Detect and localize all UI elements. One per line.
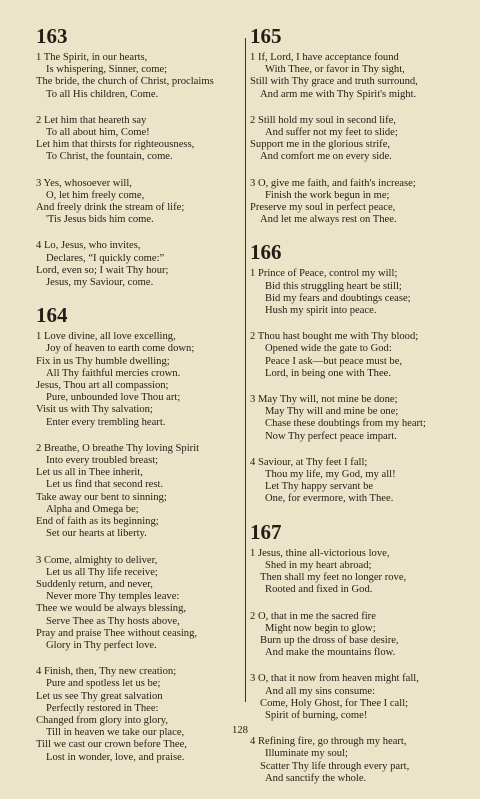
verse-line: 1 The Spirit, in our hearts, bbox=[36, 52, 148, 63]
hymn-165 bbox=[250, 24, 464, 226]
verse bbox=[250, 394, 464, 443]
verse-line: Let us all Thy life receive; bbox=[46, 566, 158, 578]
verse-line: All Thy faithful mercies crown. bbox=[46, 367, 181, 379]
verse-line: Come, Holy Ghost, for Thee I call; bbox=[260, 697, 409, 709]
verse-line: 3 Come, almighty to deliver, bbox=[36, 554, 158, 566]
verse-line: Fix in us Thy humble dwelling; bbox=[36, 355, 170, 367]
verse-line: 'Tis Jesus bids him come. bbox=[46, 214, 154, 226]
verse-line: 2 O, that in me the sacred fire bbox=[250, 610, 376, 622]
verse-line: Support me in the glorious strife, bbox=[250, 139, 391, 151]
verse-line: Chase these doubtings from my heart; bbox=[265, 418, 426, 430]
verse-line: Till we cast our crown before Thee, bbox=[36, 739, 187, 751]
verse bbox=[36, 115, 242, 164]
verse-line: Never more Thy temples leave: bbox=[46, 591, 180, 603]
hymn-number: 166 bbox=[250, 240, 282, 265]
verse-line: 3 Yes, whosoever will, bbox=[36, 177, 132, 189]
verse-line: And comfort me on every side. bbox=[260, 151, 392, 163]
verse-line: And make the mountains flow. bbox=[265, 647, 396, 659]
hymn-164 bbox=[36, 303, 242, 764]
verse-line: Pure, unbounded love Thou art; bbox=[46, 392, 181, 404]
verse-line: And let me always rest on Thee. bbox=[260, 214, 397, 226]
verse-line: Alpha and Omega be; bbox=[46, 503, 139, 515]
verse bbox=[250, 268, 464, 317]
verse-line: Thou my life, my God, my all! bbox=[265, 469, 396, 481]
verse-line: Finish the work begun in me; bbox=[265, 189, 390, 201]
verse-line: Take away our bent to sinning; bbox=[36, 491, 167, 503]
verse bbox=[36, 666, 242, 764]
verse-line: Serve Thee as Thy hosts above, bbox=[46, 615, 180, 627]
verse-line: End of faith as its beginning; bbox=[36, 516, 159, 528]
verse-line: Peace I ask—but peace must be, bbox=[265, 355, 403, 367]
verse-line: O, let him freely come, bbox=[46, 189, 145, 201]
verse-line: Now Thy perfect peace impart. bbox=[265, 430, 397, 442]
verse-line: Thee we would be always blessing, bbox=[36, 603, 187, 615]
verse-line: The bride, the church of Christ, proclaims bbox=[36, 76, 214, 88]
verse-line: 2 Still hold my soul in second life, bbox=[250, 114, 396, 126]
verse-line: Glory in Thy perfect love. bbox=[46, 639, 157, 651]
verse bbox=[250, 178, 464, 227]
hymn-number: 167 bbox=[250, 519, 282, 544]
verse-line: Let us find that second rest. bbox=[46, 479, 164, 491]
verse-line: Visit us with Thy salvation; bbox=[36, 404, 153, 416]
verse-line: Set our hearts at liberty. bbox=[46, 528, 147, 540]
hymn-163 bbox=[36, 24, 242, 289]
hymn-number: 165 bbox=[250, 24, 282, 48]
verse-line: Shed in my heart abroad; bbox=[265, 559, 372, 571]
verse bbox=[36, 331, 242, 429]
verse-line: Into every troubled breast; bbox=[46, 455, 159, 467]
verse-line: Let Thy happy servant be bbox=[265, 481, 374, 493]
verse-line: 3 O, that it now from heaven might fall, bbox=[250, 673, 419, 685]
verse-line: Then shall my feet no longer rove, bbox=[260, 572, 407, 584]
verse bbox=[36, 178, 242, 227]
verse-line: Let him that thirsts for righteousness, bbox=[36, 139, 195, 151]
verse-line: Hush my spirit into peace. bbox=[265, 305, 377, 317]
verse-line: Lord, in being one with Thee. bbox=[265, 367, 392, 379]
verse-line: 2 Let him that heareth say bbox=[36, 114, 147, 126]
verse-line: With Thee, or favor in Thy sight, bbox=[265, 64, 405, 76]
verse-line: To Christ, the fountain, come. bbox=[46, 151, 173, 163]
verse-line: One, for evermore, with Thee. bbox=[265, 493, 394, 505]
verse-line: Pure and spotless let us be; bbox=[46, 678, 161, 690]
verse-line: And all my sins consume: bbox=[265, 685, 376, 697]
verse-line: Spirit of burning, come! bbox=[265, 709, 368, 721]
verse bbox=[36, 555, 242, 653]
verse-line: Let us see Thy great salvation bbox=[36, 690, 163, 702]
right-column bbox=[250, 22, 464, 799]
verse-line: Changed from glory into glory, bbox=[36, 714, 169, 726]
verse bbox=[250, 611, 464, 660]
verse-line: 3 O, give me faith, and faith's increase; bbox=[250, 177, 416, 189]
verse-line: 2 Breathe, O breathe Thy loving Spirit bbox=[36, 442, 200, 454]
verse-line: 1 Prince of Peace, control my will; bbox=[250, 268, 398, 280]
verse-line: May Thy will and mine be one; bbox=[265, 406, 399, 418]
verse bbox=[250, 52, 464, 101]
verse-line: Burn up the dross of base desire, bbox=[260, 634, 399, 646]
verse-line: 4 Refining fire, go through my heart, bbox=[250, 736, 407, 748]
verse-line: Rooted and fixed in God. bbox=[265, 584, 373, 596]
verse-line: To all His children, Come. bbox=[46, 88, 159, 100]
verse-line: Bid this struggling heart be still; bbox=[265, 280, 402, 292]
verse-line: 1 Love divine, all love excelling, bbox=[36, 331, 176, 343]
verse-line: Jesus, Thou art all compassion; bbox=[36, 380, 169, 392]
verse-line: Illuminate my soul; bbox=[265, 748, 348, 760]
page-number: 128 bbox=[232, 725, 248, 736]
verse bbox=[36, 52, 242, 101]
verse-line: Jesus, my Saviour, come. bbox=[46, 277, 154, 289]
verse-line: 2 Thou hast bought me with Thy blood; bbox=[250, 331, 419, 343]
verse-line: Joy of heaven to earth come down; bbox=[46, 343, 195, 355]
verse-line: Declares, “I quickly come:” bbox=[46, 252, 165, 264]
verse-line: 1 If, Lord, I have acceptance found bbox=[250, 52, 399, 63]
verse bbox=[250, 457, 464, 506]
verse-line: Bid my fears and doubtings cease; bbox=[265, 292, 411, 304]
verse-line: Pray and praise Thee without ceasing, bbox=[36, 627, 198, 639]
verse-line: Enter every trembling heart. bbox=[46, 416, 166, 428]
verse-line: Lost in wonder, love, and praise. bbox=[46, 751, 185, 763]
verse-line: And sanctify the whole. bbox=[265, 772, 367, 784]
verse bbox=[250, 115, 464, 164]
verse-line: Still with Thy grace and truth surround, bbox=[250, 76, 418, 88]
verse-line: To all about him, Come! bbox=[46, 127, 150, 139]
verse bbox=[250, 736, 464, 785]
verse-line: 3 May Thy will, not mine be done; bbox=[250, 394, 398, 406]
verse-line: 4 Finish, then, Thy new creation; bbox=[36, 666, 177, 678]
verse-line: Scatter Thy life through every part, bbox=[260, 760, 410, 772]
verse bbox=[36, 240, 242, 289]
verse bbox=[250, 331, 464, 380]
verse-line: 4 Saviour, at Thy feet I fall; bbox=[250, 456, 368, 468]
verse-line: Is whispering, Sinner, come; bbox=[46, 64, 168, 76]
verse-line: And suffer not my feet to slide; bbox=[265, 127, 398, 139]
verse-line: Perfectly restored in Thee: bbox=[46, 702, 159, 714]
verse-line: Might now begin to glow; bbox=[265, 622, 376, 634]
verse-line: And freely drink the stream of life; bbox=[36, 202, 185, 214]
verse-line: Till in heaven we take our place, bbox=[46, 727, 185, 739]
hymn-166 bbox=[250, 240, 464, 505]
verse-line: Opened wide the gate to God: bbox=[265, 343, 392, 355]
left-column bbox=[36, 22, 242, 778]
verse-line: Preserve my soul in perfect peace, bbox=[250, 202, 396, 214]
hymn-number: 163 bbox=[36, 24, 68, 48]
verse-line: And arm me with Thy Spirit's might. bbox=[260, 88, 417, 100]
verse-line: Let us all in Thee inherit, bbox=[36, 467, 143, 479]
verse-line: Lord, even so; I wait Thy hour; bbox=[36, 264, 169, 276]
hymn-167 bbox=[250, 520, 464, 785]
verse bbox=[250, 673, 464, 722]
hymn-number: 164 bbox=[36, 303, 68, 328]
verse-line: 1 Jesus, thine all-victorious love, bbox=[250, 547, 390, 559]
column-divider bbox=[245, 38, 246, 702]
verse-line: 4 Lo, Jesus, who invites, bbox=[36, 240, 141, 252]
verse-line: Suddenly return, and never, bbox=[36, 578, 153, 590]
verse bbox=[250, 548, 464, 597]
verse bbox=[36, 443, 242, 541]
